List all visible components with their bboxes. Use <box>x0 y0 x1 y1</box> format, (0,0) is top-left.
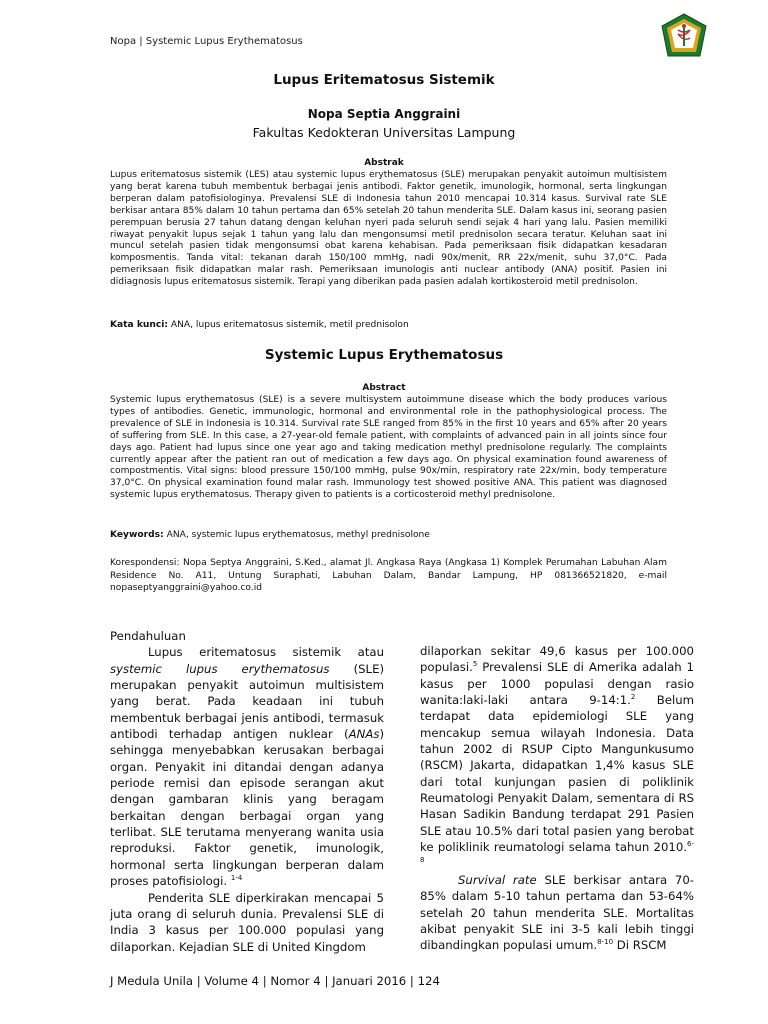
citation-ref: 6-8 <box>420 840 694 865</box>
citation-ref: 2 <box>630 693 636 702</box>
keywords-label: Keywords: <box>110 530 164 540</box>
text-run: systemic lupus erythematosus <box>110 661 330 676</box>
abstract-heading: Abstract <box>362 383 406 393</box>
author-affiliation: Fakultas Kedokteran Universitas Lampung <box>252 125 516 140</box>
text-run: Di RSCM <box>616 938 667 953</box>
text-run: SLE berkisar antara 70-85% dalam 5-10 tahun pertama dan 53-64% setelah 20 tahun menderita SLE. Mortalitas akibat penyakit SLE ini 3-5 kali lebih tinggi dibandingkan populasi umum. <box>420 872 694 953</box>
abstrak-heading: Abstrak <box>364 158 404 168</box>
text-run: Prevalensi SLE di Amerika adalah 1 kasus per 1000 populasi dengan rasio wanita:laki-laki antara 9-14:1. <box>420 660 694 708</box>
keywords <box>110 530 667 540</box>
citation-ref: 8-10 <box>597 938 614 947</box>
text-run: Lupus eritematosus sistemik atau <box>148 645 384 660</box>
running-header: Nopa | Systemic Lupus Erythematosus <box>110 36 303 47</box>
kata-kunci <box>110 320 667 330</box>
citation-ref: 1-4 <box>230 874 243 883</box>
paragraph <box>110 644 384 889</box>
paragraph: Penderita SLE diperkirakan mencapai 5 juta orang di seluruh dunia. Prevalensi SLE di India 3 kasus per 100.000 populasi yang dilaporkan. Kejadian SLE di United Kingdom <box>110 890 384 954</box>
kata-kunci-label: Kata kunci: <box>110 320 168 330</box>
kata-kunci-value: ANA, lupus eritematosus sistemik, metil prednisolon <box>170 320 409 330</box>
text-run: Survival rate <box>458 872 537 887</box>
page-footer: J Medula Unila | Volume 4 | Nomor 4 | Januari 2016 | 124 <box>110 974 440 988</box>
abstract-text: Systemic lupus erythematosus (SLE) is a severe multisystem autoimmune disease which the body produces various types of antibodies. Genetic, immunologic, hormonal and environmental role in the pathophysiological process. The prevalence of SLE in Indonesia is 10.314. Survival rate SLE ranged from 85% in the first 10 years and 65% after 20 years of suffering from SLE. In this case, a 27-year-old female patient, with complaints of advanced pain in all joints since four days ago. Patient had lupus since one year ago and taking medication methyl prednisolone regularly. The complaints currently appear after the patient ran out of medication a few days ago. On physical examination found awareness of compostmentis. Vital signs: blood pressure 150/100 mmHg, pulse 90x/min, respiratory rate 22x/min, body temperature 37,0°C. On physical examination found malar rash. Immunology test showed positive ANA. This patient was diagnosed systemic lupus erythematosus. Therapy given to patients is a corticosteroid methyl prednisolone. <box>110 395 667 501</box>
paragraph <box>420 643 694 872</box>
text-run: dilaporkan sekitar 49,6 kasus per 100.000 populasi. <box>420 644 694 675</box>
university-shield-logo-icon <box>660 12 708 60</box>
author-name: Nopa Septia Anggraini <box>307 107 461 121</box>
citation-ref: 5 <box>472 660 478 669</box>
body-column-right <box>420 643 694 954</box>
body-column-left <box>110 628 384 955</box>
section-title: Pendahuluan <box>110 629 186 643</box>
article-title-id: Lupus Eritematosus Sistemik <box>273 72 495 88</box>
article-title-en: Systemic Lupus Erythematosus <box>264 347 504 363</box>
correspondence: Korespondensi: Nopa Septya Anggraini, S.Ked., alamat Jl. Angkasa Raya (Angkasa 1) Komplek Perumahan Labuhan Alam Residence No. A11, Untung Suraphati, Labuhan Dalam, Bandar Lampung, HP 081366521820, e-mail nopaseptyanggraini@yahoo.co.id <box>110 558 667 594</box>
keywords-value: ANA, systemic lupus erythematosus, methyl prednisolone <box>166 530 430 540</box>
paragraph <box>420 872 694 954</box>
text-run: ) sehingga menyebabkan kerusakan berbagai organ. Penyakit ini ditandai dengan adanya periode remisi dan episode serangan akut dengan gambaran klinis yang beragam berkaitan dengan berbagai organ yang terlibat. SLE terutama menyerang wanita usia reproduksi. Faktor genetik, imunologik, hormonal serta lingkungan berperan dalam proses patofisiologi. <box>110 727 384 889</box>
text-run: (SLE) merupakan penyakit autoimun multisistem yang berat. Pada keadaan ini tubuh membentuk berbagai jenis antibodi, termasuk antibodi terhadap antigen nuklear ( <box>110 661 385 742</box>
text-run: ANAs <box>348 727 380 742</box>
abstrak-text: Lupus eritematosus sistemik (LES) atau systemic lupus erythematosus (SLE) merupakan penyakit autoimun multisistem yang berat karena tubuh membentuk berbagai jenis antibodi. Faktor genetik, imunologik, hormonal, serta lingkungan berperan dalam patofisiologinya. Prevalensi SLE di Indonesia tahun 2010 mencapai 10.314 kasus. Survival rate SLE berkisar antara 85% dalam 10 tahun pertama dan 65% setelah 20 tahun menderita SLE. Dalam kasus ini, seorang pasien perempuan berusia 27 tahun datang dengan keluhan nyeri pada seluruh sendi sejak 4 hari yang lalu. Pasien memiliki riwayat penyakit lupus sejak 1 tahun yang lalu dan mengonsumsi metil prednisolon secara teratur. Keluhan saat ini muncul setelah pasien tidak mengonsumsi obat karena kehabisan. Pada pemeriksaan fisik didapatkan kesadaran komposmentis. Tanda vital: tekanan darah 150/100 mmHg, nadi 90x/menit, RR 22x/menit, suhu 37,0°C. Pada pemeriksaan fisik didapatkan malar rash. Pemeriksaan imunologis anti nuclear antibody (ANA) positif. Pasien ini didiagnosis lupus eritematosus sistemik. Terapi yang diberikan pada pasien adalah kortikosteroid metil prednisolon. <box>110 170 667 288</box>
text-run: Belum terdapat data epidemiologi SLE yang mencakup semua wilayah Indonesia. Data tahun 2002 di RSUP Cipto Mangunkusumo (RSCM) Jakarta, didapatkan 1,4% kasus SLE dari total kunjungan pasien di poliklinik Reumatologi Penyakit Dalam, sementara di RS Hasan Sadikin Bandung terdapat 291 Pasien SLE atau 10.5% dari total pasien yang berobat ke poliklinik reumatologi selama tahun 2010. <box>420 693 694 855</box>
